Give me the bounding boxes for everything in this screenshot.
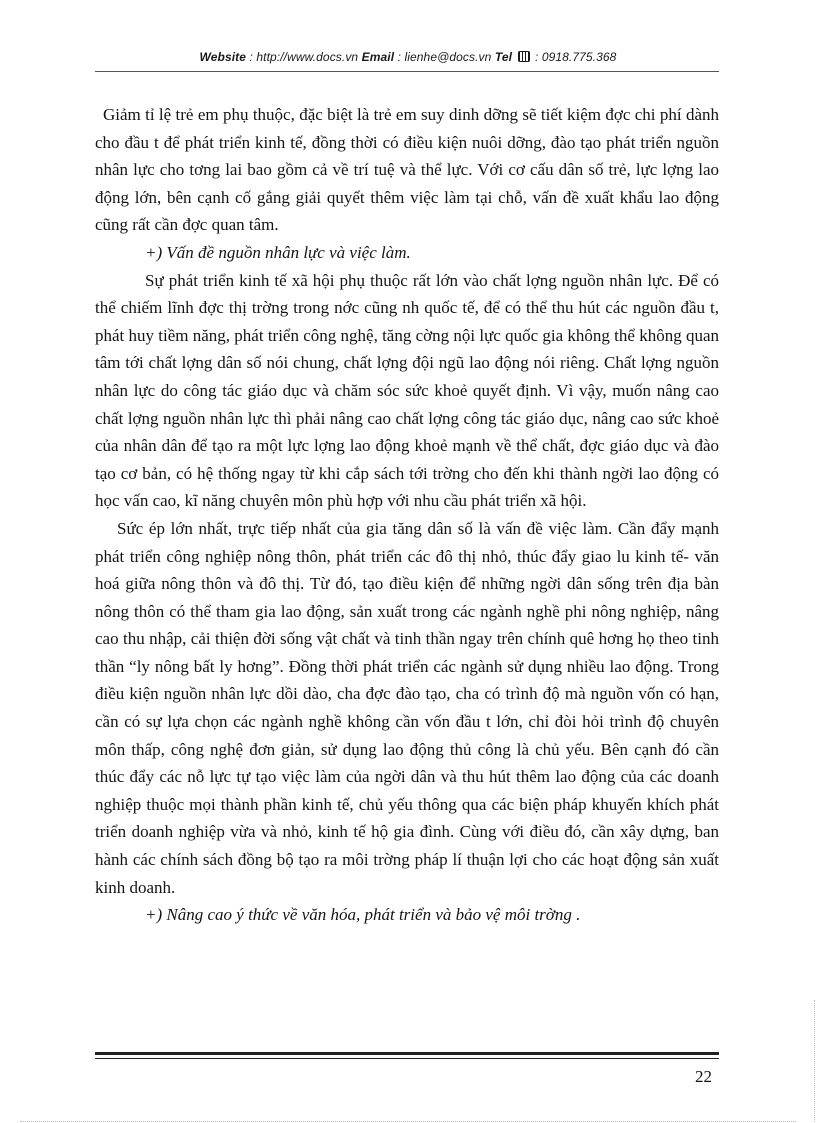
tel-label: Tel [494, 50, 513, 64]
website-separator: : [246, 50, 257, 64]
website-url[interactable]: http://www.docs.vn [256, 50, 359, 64]
document-body [95, 101, 719, 929]
page-header [0, 50, 816, 64]
email-address[interactable]: lienhe@docs.vn [404, 50, 492, 64]
body-paragraph-3: Sức ép lớn nhất, trực tiếp nhất của gia tăng dân số là vấn đề việc làm. Cần đẩy mạnh phát triển công nghiệp nông thôn, phát triển các đô thị nhỏ, thúc đẩy giao lu kinh tế- văn hoá giữa nông thôn và đô thị. Từ đó, tạo điều kiện để những ngời dân sống trên địa bàn nông thôn có thể tham gia lao động, sản xuất trong các ngành nghề phi nông nghiệp, nâng cao thu nhập, cải thiện đời sống vật chất và tinh thần ngay trên chính quê hơng họ theo tinh thần “ly nông bất ly hơng”. Đồng thời phát triển các ngành sử dụng nhiều lao động. Trong điều kiện nguồn nhân lực dồi dào, cha đợc đào tạo, cha có trình độ mà nguồn vốn có hạn, cần có sự lựa chọn các ngành nghề không cần vốn đầu t lớn, chỉ đòi hỏi trình độ chuyên môn thấp, công nghệ đơn giản, sử dụng lao động thủ công là chủ yếu. Bên cạnh đó cần thúc đẩy các nỗ lực tự tạo việc làm của ngời dân và thu hút thêm lao động của các doanh nghiệp thuộc mọi thành phần kinh tế, chủ yếu thông qua các biện pháp khuyến khích phát triển doanh nghiệp vừa và nhỏ, kinh tế hộ gia đình. Cùng với điều đó, cần xây dựng, ban hành các chính sách đồng bộ tạo ra môi trờng pháp lí thuận lợi cho các hoạt động sản xuất kinh doanh. [95, 518, 719, 897]
header-rule [95, 71, 719, 72]
footer-rule-thin [95, 1058, 719, 1059]
section-heading-human-resources: +) Vấn đề nguồn nhân lực và việc làm. [145, 242, 411, 262]
website-label: Website [199, 50, 247, 64]
page-edge-bottom [20, 1121, 796, 1122]
body-paragraph-1: Giảm tỉ lệ trẻ em phụ thuộc, đặc biệt là trẻ em suy dinh dỡng sẽ tiết kiệm đợc chi phí dành cho đầu t để phát triển kinh tế, đồng thời có điều kiện nuôi dỡng, đào tạo phát triển nguồn nhân lực cho tơng lai bao gồm cả về trí tuệ và thể lực. Với cơ cấu dân số trẻ, lực lợng lao động lớn, bên cạnh cố gắng giải quyết thêm việc làm tại chỗ, vấn đề xuất khẩu lao động cũng rất cần đợc quan tâm. [95, 105, 719, 235]
body-paragraph-2: Sự phát triển kinh tế xã hội phụ thuộc rất lớn vào chất lợng nguồn nhân lực. Để có thể chiếm lĩnh đợc thị trờng trong nớc cũng nh quốc tế, để có thể thu hút các nguồn đầu t, phát huy tiềm năng, phát triển công nghệ, tăng cờng nội lực quốc gia không thể không quan tâm tới chất lợng dân số nói chung, chất lợng đội ngũ lao động nói riêng. Chất lợng nguồn nhân lực do công tác giáo dục và chăm sóc sức khoẻ quyết định. Vì vậy, muốn nâng cao chất lợng nguồn nhân lực thì phải nâng cao chất lợng công tác giáo dục, nâng cao sức khoẻ của nhân dân để tạo ra một lực lợng lao động khoẻ mạnh về thể chất, đợc giáo dục và đào tạo cơ bản, có hệ thống ngay từ khi cắp sách tới trờng cho đến khi thành ngời lao động có học vấn cao, kĩ năng chuyên môn phù hợp với nhu cầu phát triển xã hội. [95, 270, 719, 511]
footer-rule-thick [95, 1052, 719, 1055]
page-edge-right [814, 1000, 815, 1122]
phone-icon [518, 51, 530, 62]
email-separator: : [394, 50, 405, 64]
page-number: 22 [695, 1067, 712, 1086]
phone-number: : 0918.775.368 [531, 50, 617, 64]
section-heading-culture-environment: +) Nâng cao ý thức về văn hóa, phát triển và bảo vệ môi trờng . [145, 905, 581, 925]
email-label: Email [361, 50, 395, 64]
